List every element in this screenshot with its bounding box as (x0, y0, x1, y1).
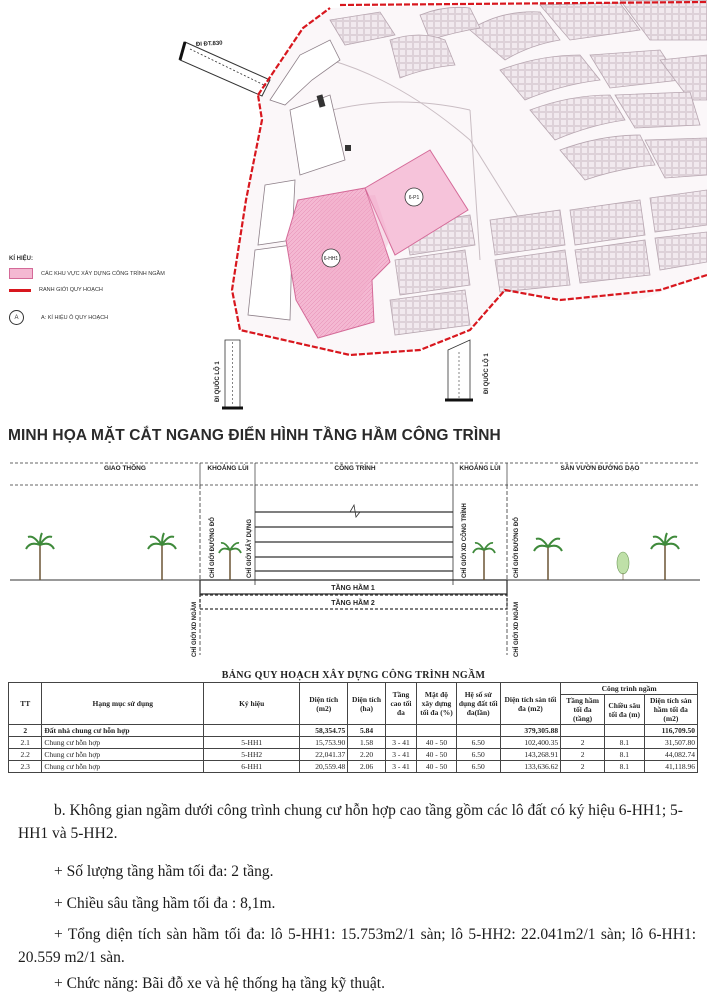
col-area-m2: Diện tích (m2) (300, 683, 348, 725)
table-title: BẢNG QUY HOẠCH XÂY DỰNG CÔNG TRÌNH NGẦM (221, 670, 486, 681)
zone-setback-right: KHOẢNG LÙI (459, 465, 501, 472)
col-floors: Tầng cao tối đa (385, 683, 416, 725)
paragraph-basement-depth: + Chiều sâu tầng hầm tối đa : 8,1m. (54, 895, 276, 912)
col-floor-area: Diện tích sàn tối đa (m2) (500, 683, 561, 725)
zone-building: CÔNG TRÌNH (334, 465, 376, 472)
legend-item-lot-symbol: A A: KÍ HIỆU Ô QUY HOẠCH (9, 310, 108, 325)
col-basements: Tầng hầm tối đa (tầng) (561, 695, 605, 725)
road-ql1-right (445, 340, 473, 400)
cross-section-diagram (0, 455, 707, 667)
planning-table (8, 682, 698, 773)
paragraph-function: + Chức năng: Bãi đỗ xe và hệ thống hạ tầng kỹ thuật. (54, 975, 385, 992)
road-top-label: ĐI ĐT.830 (195, 40, 223, 48)
svg-text:6-HH1: 6-HH1 (323, 256, 339, 262)
road-ql1-left (222, 340, 243, 408)
col-area-ha: Diện tích (ha) (348, 683, 386, 725)
vlabel-red-line-left: CHỈ GIỚI ĐƯỜNG ĐỎ (210, 517, 216, 578)
vlabel-build-line: CHỈ GIỚI XÂY DỰNG (247, 519, 253, 578)
table-row: 2.2 Chung cư hỗn hợp 5-HH2 22,041.37 2.20 3 - 41 40 - 50 6.50 143,268.91 2 8.1 44,082.74 (9, 749, 698, 761)
svg-text:6-P1: 6-P1 (408, 195, 420, 201)
lot-marker-6p1 (405, 188, 423, 206)
col-group-underground: Công trình ngầm (561, 683, 698, 695)
table-row: 2.3 Chung cư hỗn hợp 6-HH1 20,559.48 2.06 3 - 41 40 - 50 6.50 133,636.62 2 8.1 41,118.96 (9, 761, 698, 773)
table-row: 2 Đất nhà chung cư hỗn hợp 58,354.75 5.84 379,305.88 116,709.50 (9, 725, 698, 737)
legend-item-boundary: RANH GIỚI QUY HOẠCH (9, 287, 103, 293)
col-depth: Chiều sâu tối đa (m) (605, 695, 645, 725)
zone-garden: SÂN VƯỜN ĐƯỜNG DẠO (560, 465, 640, 472)
col-density: Mật độ xây dựng tối đa (%) (417, 683, 457, 725)
road-dt830 (180, 42, 270, 96)
road-bottom-right-label: ĐI QUỐC LỘ 1 (484, 353, 490, 394)
legend-item-underground: CÁC KHU VỰC XÂY DỰNG CÔNG TRÌNH NGẦM (9, 268, 165, 279)
col-tt: TT (9, 683, 42, 725)
vlabel-red-line-right: CHỈ GIỚI ĐƯỜNG ĐỎ (514, 517, 520, 578)
vlabel-building-line: CHỈ GIỚI XD CÔNG TRÌNH (462, 503, 468, 578)
col-basement-area: Diện tích sàn hầm tối đa (m2) (644, 695, 697, 725)
table-row: 2.1 Chung cư hỗn hợp 5-HH1 15,753.90 1.58 3 - 41 40 - 50 6.50 102,400.35 2 8.1 31,507.80 (9, 737, 698, 749)
col-far: Hệ số sử dụng đất tối đa(lần) (456, 683, 500, 725)
table-header-row (9, 683, 698, 695)
road-bottom-left-label: ĐI QUỐC LỘ 1 (215, 361, 221, 402)
site-plan-map (0, 0, 707, 420)
shrub-icon (617, 552, 629, 580)
basement-1-label: TẦNG HẦM 1 (331, 585, 375, 592)
vlabel-underground-left: CHỈ GIỚI XD NGẦM (192, 601, 198, 657)
lot-symbol-circle: A (9, 310, 24, 325)
paragraph-underground-space: b. Không gian ngầm dưới công trình chung cư hỗn hợp cao tầng gồm các lô đất có ký hiệu 6-HH1; 5-HH1 và 5-HH2. (18, 802, 683, 842)
boundary-swatch (9, 289, 31, 292)
zone-traffic: GIAO THÔNG (104, 465, 146, 472)
paragraph-basement-count: + Số lượng tầng hầm tối đa: 2 tầng. (54, 863, 274, 880)
lot-marker-6hh1 (322, 249, 340, 267)
legend-title: KÍ HIỆU: (9, 256, 33, 262)
col-code: Ký hiệu (204, 683, 300, 725)
zone-setback-left: KHOẢNG LÙI (207, 465, 249, 472)
col-usage: Hạng mục sử dụng (42, 683, 204, 725)
section-heading: MINH HỌA MẶT CẮT NGANG ĐIỂN HÌNH TẦNG HẦM CÔNG TRÌNH (8, 427, 501, 444)
vlabel-underground-right: CHỈ GIỚI XD NGẦM (514, 601, 520, 657)
paragraph-basement-area: + Tổng diện tích sàn hầm tối đa: lô 5-HH1: 15.753m2/1 sàn; lô 5-HH2: 22.041m2/1 sàn; lô 6-HH1: 20.559 m2/1 sàn. (18, 926, 696, 966)
underground-swatch (9, 268, 33, 279)
basement-2-label: TẦNG HẦM 2 (331, 600, 375, 607)
